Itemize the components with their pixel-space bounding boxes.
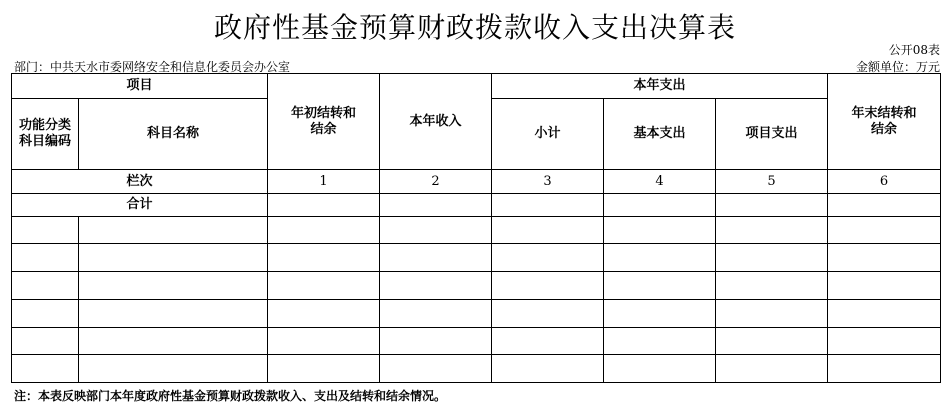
table-cell <box>716 328 828 355</box>
table-cell <box>604 355 716 383</box>
table-cell <box>79 300 268 328</box>
header-project: 项目支出 <box>716 99 828 170</box>
table-cell <box>268 272 380 300</box>
table-cell <box>716 300 828 328</box>
table-cell <box>268 328 380 355</box>
table-cell <box>604 272 716 300</box>
column-number-1: 1 <box>268 170 380 194</box>
table-cell <box>12 244 79 272</box>
table-cell <box>380 244 492 272</box>
header-subject-name: 科目名称 <box>79 99 268 170</box>
table-cell <box>380 328 492 355</box>
header-item: 项目 <box>12 74 268 99</box>
table-cell <box>12 355 79 383</box>
header-func-code-text: 功能分类科目编码 <box>18 118 71 149</box>
table-cell <box>716 355 828 383</box>
table-cell <box>79 217 268 244</box>
table-row <box>12 300 941 328</box>
unit-label: 金额单位：万元 <box>855 60 940 74</box>
table-cell <box>604 244 716 272</box>
table-cell <box>79 244 268 272</box>
table-cell <box>492 217 604 244</box>
table-cell <box>268 217 380 244</box>
total-cell <box>268 194 380 217</box>
table-cell <box>828 300 941 328</box>
table-cell <box>828 217 941 244</box>
table-row <box>12 244 941 272</box>
table-cell <box>380 355 492 383</box>
table-cell <box>828 355 941 383</box>
table-cell <box>604 300 716 328</box>
table-cell <box>492 272 604 300</box>
table-cell <box>12 272 79 300</box>
column-number-4: 4 <box>604 170 716 194</box>
table-cell <box>380 272 492 300</box>
total-cell <box>604 194 716 217</box>
table-row <box>12 272 941 300</box>
table-cell <box>828 272 941 300</box>
page-title: 政府性基金预算财政拨款收入支出决算表 <box>213 11 736 44</box>
column-number-6: 6 <box>828 170 941 194</box>
fund-budget-table <box>11 73 941 383</box>
total-cell <box>716 194 828 217</box>
column-number-3: 3 <box>492 170 604 194</box>
total-cell <box>380 194 492 217</box>
header-begin-balance-text: 年初结转和结余 <box>291 105 357 137</box>
header-end-balance <box>828 74 941 170</box>
table-cell <box>79 272 268 300</box>
header-end-balance-text: 年末结转和结余 <box>851 105 917 137</box>
table-cell <box>380 300 492 328</box>
column-number-5: 5 <box>716 170 828 194</box>
department-label: 部门：中共天水市委网络安全和信息化委员会办公室 <box>14 60 291 74</box>
table-cell <box>716 272 828 300</box>
table-row <box>12 328 941 355</box>
table-cell <box>79 355 268 383</box>
table-cell <box>492 355 604 383</box>
table-cell <box>12 328 79 355</box>
table-row <box>12 217 941 244</box>
table-cell <box>828 328 941 355</box>
form-code: 公开08表 <box>888 43 940 57</box>
table-cell <box>268 355 380 383</box>
table-cell <box>492 244 604 272</box>
table-cell <box>12 300 79 328</box>
table-cell <box>492 328 604 355</box>
table-cell <box>716 244 828 272</box>
column-index-label: 栏次 <box>12 170 268 194</box>
table-cell <box>268 244 380 272</box>
header-income: 本年收入 <box>380 74 492 170</box>
table-cell <box>79 328 268 355</box>
total-cell <box>828 194 941 217</box>
table-cell <box>828 244 941 272</box>
column-number-2: 2 <box>380 170 492 194</box>
table-cell <box>716 217 828 244</box>
table-cell <box>492 300 604 328</box>
table-cell <box>268 300 380 328</box>
table-cell <box>604 328 716 355</box>
table-cell <box>380 217 492 244</box>
total-cell <box>492 194 604 217</box>
table-cell <box>604 217 716 244</box>
header-expense: 本年支出 <box>492 74 828 99</box>
header-subtotal: 小计 <box>492 99 604 170</box>
footnote: 注：本表反映部门本年度政府性基金预算财政拨款收入、支出及结转和结余情况。 <box>14 389 447 403</box>
header-func-code <box>12 99 79 170</box>
header-basic: 基本支出 <box>604 99 716 170</box>
table-row <box>12 355 941 383</box>
table-cell <box>12 217 79 244</box>
header-begin-balance <box>268 74 380 170</box>
total-label: 合计 <box>12 194 268 217</box>
